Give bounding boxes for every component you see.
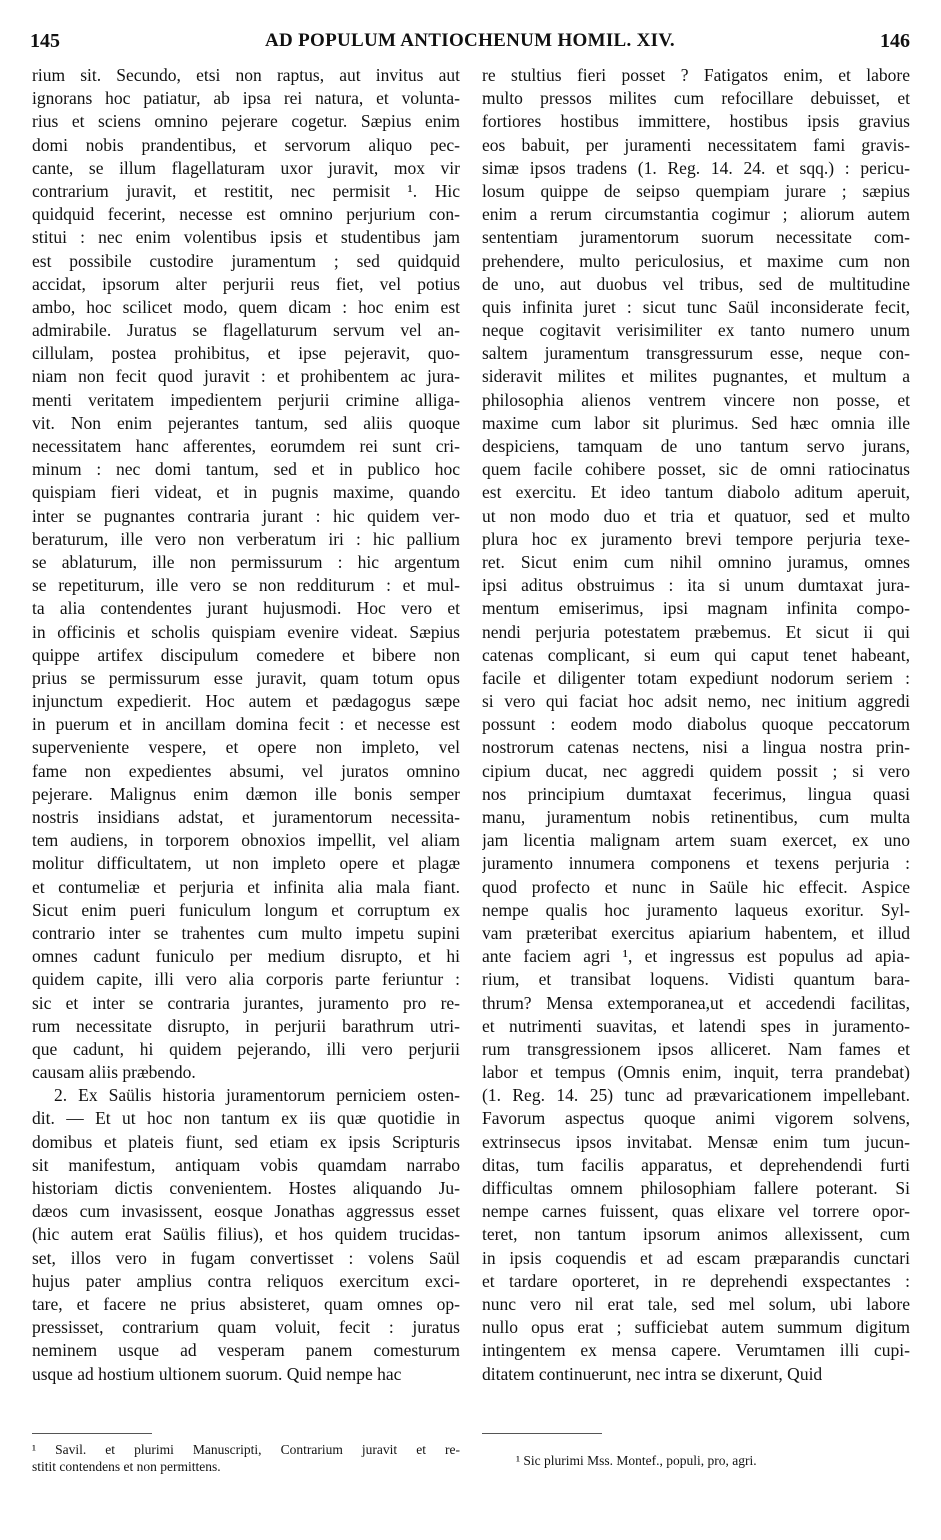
footnote-rule-right [482, 1433, 602, 1434]
text-line: quis infinita juret : sicut tunc Saül inconsiderate fecit, [482, 296, 910, 317]
footnote-left [32, 1441, 460, 1475]
text-line: domibus et plateis fiunt, sed etiam ex ipsis Scripturis [32, 1131, 460, 1152]
text-line: quidem capite, illi vero alia corporis parte feriuntur : [32, 969, 460, 990]
text-line: simæ ipsos tradens (1. Reg. 14. 24. et sqq.) : pericu- [482, 157, 910, 178]
text-line: causam aliis præbendo. [32, 1062, 196, 1083]
text-line: ditas, tum facilis apparatus, et deprehendendi furti [482, 1154, 910, 1175]
text-line: cillulam, postea prohibitus, et ipse pejeravit, quo- [32, 343, 460, 364]
text-line: intingentem ex mensa capere. Verumtamen illi cupi- [482, 1340, 910, 1361]
text-line: 2. Ex Saülis historia juramentorum perniciem osten- [54, 1085, 460, 1106]
text-line: cipium ducat, nec aggredi quidem possit ; si vero [482, 760, 910, 781]
text-line: possunt : eodem modo diabolus quoque peccatorum [482, 714, 910, 735]
text-line: vam præteribat exercitus apiarium habentem, et illud [482, 922, 910, 943]
text-line: omnes cadunt funiculo per medium disrupto, et hi [32, 946, 460, 967]
text-line: maxime cum labor sit plurimus. Sed hæc omnia ille [482, 412, 910, 433]
text-line: necessitatem hanc afferentes, eorumdem rei sunt cri- [32, 436, 460, 456]
text-line: difficultas omnem philosophiam fallere poterant. Si [482, 1178, 910, 1198]
text-line: pejerare. Malignus enim dæmon ille bonis semper [32, 783, 460, 804]
text-line: quod profecto et nunc in Saüle hic effecit. Aspice [482, 876, 910, 897]
text-line: teret, non tantum ipsorum animos allexissent, cum [482, 1224, 910, 1245]
text-line: tare, et facere ne prius absisteret, quam omnes op- [32, 1293, 460, 1314]
text-line: plura hoc ex juramento brevi tempore perjuria texe- [482, 528, 910, 549]
text-line: set, illos vero in fugam convertisset : volens Saül [32, 1247, 460, 1268]
footnote-line: stitit contendens et non permittens. [32, 1459, 221, 1474]
text-line: sententiam juramentorum suorum necessitate com- [482, 227, 910, 248]
text-line: historiam dictis convenientem. Hostes aliquando Ju- [32, 1178, 460, 1198]
text-line: dit. — Et ut hoc non tantum ex iis quæ quotidie in [32, 1108, 460, 1129]
text-line: accidat, ipsorum alter perjurii reus fiet, vel potius [32, 273, 460, 294]
text-line: nostrorum catenas nectens, nisi a lingua nostra prin- [482, 737, 910, 758]
text-line: losum quippe de seipso quempiam jurare ; sæpius [482, 180, 910, 201]
text-line: Favorum aspectus quoque animi vigorem solvens, [482, 1108, 910, 1129]
text-line: in ipsis coquendis et ad escam præparandis cunctari [482, 1247, 910, 1268]
text-line: neque cogitavit verisimiliter ex tanto numero unum [482, 320, 910, 341]
text-line: (1. Reg. 14. 25) tunc ad prævaricationem impellebant. [482, 1085, 910, 1106]
text-line: multo pressos milites cum refocillare debuisset, et [482, 88, 910, 109]
text-line: juramento innumera componens et texens perjuria : [482, 853, 910, 874]
text-line: stitui : nec enim volentibus ipsis et studentibus jam [32, 227, 460, 248]
footnote-rule-left [32, 1433, 152, 1434]
text-line: est exercitu. Et ideo tantum diabolo aditum aperuit, [482, 482, 910, 503]
text-line: se repetiturum, ille vero se non redditurum : et mul- [32, 575, 460, 596]
text-line: in puerum et in ancillam domina fecit : et necesse est [32, 714, 460, 735]
text-line: extrinsecus ipsos invitabat. Mensæ enim tum jucun- [482, 1131, 910, 1152]
text-line: usque ad hostium ultionem suorum. Quid nempe hac [32, 1363, 402, 1384]
text-line: injunctum expedierit. Hoc autem et pædagogus sæpe [32, 691, 460, 712]
text-line: ta alia contendentes jurant hujusmodi. Hoc vero et [32, 598, 460, 619]
text-line: rius et sciens omnino pejerare cogetur. Sæpius enim [32, 111, 460, 132]
page-number-left: 145 [30, 30, 60, 52]
text-line: et tardare oporteret, in re deprehendi exspectantes : [482, 1270, 910, 1291]
text-line: quem facile cohibere posset, sic de omni ratiocinatus [482, 459, 910, 480]
text-line: quispiam fieri videat, et in pugnis maxime, quando [32, 482, 460, 503]
text-line: ret. Sicut enim cum nihil omnino juramus, omnes [482, 551, 910, 572]
text-line: fortiores hostibus immittere, hostibus ipsis gravius [482, 111, 910, 132]
text-line: rium, et transibat loquens. Vidisti quantum bara- [482, 969, 910, 990]
text-line: ignorans hoc patiatur, ab ipsa rei natura, et volunta- [32, 88, 460, 109]
text-line: despiciens, tamquam de uno tantum servo jurans, [482, 436, 910, 456]
running-title: AD POPULUM ANTIOCHENUM HOMIL. XIV. [265, 30, 675, 51]
text-line: quidquid fecerint, necesse est omnino perjurium con- [32, 204, 460, 225]
text-line: niam non fecit quod juravit : et prohibentem ac jura- [32, 366, 460, 387]
text-line: saltem juramentum transgressurum esse, neque con- [482, 343, 910, 364]
text-line: in officinis et scholis quispiam evenire videat. Sæpius [32, 621, 460, 642]
text-line: beraturum, ille vero non verberatum iri : hic pallium [32, 528, 460, 549]
text-line: labor et tempus (Omnis enim, inquit, terra prandebat) [482, 1062, 910, 1083]
text-line: inter se pugnantes contraria jurant : hic quidem ver- [32, 505, 460, 526]
text-line: re stultius fieri posset ? Fatigatos enim, et labore [482, 65, 910, 85]
text-line: contrarium juravit, et restitit, nec permisit ¹. Hic [32, 180, 460, 201]
text-line: enim a rerum circumstantia cogimur ; aliorum autem [482, 204, 910, 225]
text-line: jam licentia malignam artem suam exercet, ex uno [482, 830, 910, 851]
text-line: neminem usque ad vesperam panem comesturum [32, 1340, 460, 1361]
text-line: cante, se illum flagellaturam uxor juravit, mox vir [32, 157, 460, 178]
text-line: thrum? Mensa extemporanea,ut et accedendi facilitas, [482, 992, 910, 1013]
text-line: ambo, hoc scilicet modo, quem dicam : hoc enim est [32, 296, 460, 317]
text-line: nempe carnes fuissent, quas elixare vel torrere opor- [482, 1201, 910, 1222]
text-line: (hic autem erat Saülis filius), et hos quidem trucidas- [32, 1224, 460, 1245]
text-line: menti veritatem impedientem perjurii crimine alliga- [32, 389, 460, 410]
text-line: nendi perjuria potestatem præbemus. Et sicut ii qui [482, 621, 910, 642]
text-line: manu, juramentum nobis retinentibus, cum multa [482, 807, 910, 827]
text-line: de uno, aut duobus vel tribus, sed de multitudine [482, 273, 910, 294]
text-line: et contumeliæ et perjuria et infinita alia mala fiant. [32, 876, 460, 897]
text-line: catenas complicant, si eum qui caput tenet habeant, [482, 644, 910, 665]
text-line: est possibile custodire juramentum ; sed quidquid [32, 250, 460, 271]
text-line: fame non expedientes absumi, vel juratos omnino [32, 760, 460, 781]
text-line: quippe artifex discipulum comedere et bibere non [32, 644, 460, 665]
text-line: se ablaturum, ille non permissurum : hic argentum [32, 551, 460, 572]
text-line: tem audiens, in torporem obnoxios impellit, vel aliam [32, 830, 460, 851]
text-line: contrario inter se trahentes cum multo impetu supini [32, 922, 460, 943]
text-line: superveniente vespere, et opere non impleto, vel [32, 737, 460, 758]
right-column [482, 64, 910, 1386]
footnote-right [516, 1452, 916, 1469]
left-column [32, 64, 460, 1386]
text-line: ipsi aditus obstruimus : ita si unum dumtaxat jura- [482, 575, 910, 596]
text-line: molitur difficultatem, ut non impleto opere et plagæ [32, 853, 460, 874]
text-line: hujus pater amplius contra reliquos exercitum exci- [32, 1270, 460, 1291]
text-line: rium sit. Secundo, etsi non raptus, aut invitus aut [32, 65, 460, 85]
text-line: mentum emiserimus, ipsi magnam infinita compo- [482, 598, 910, 619]
text-line: sit manifestum, antiquam vobis quamdam narrabo [32, 1154, 460, 1175]
text-line: vit. Non enim pejerantes tantum, sed aliis quoque [32, 412, 460, 433]
text-line: nostris insidians adstat, et juramentorum necessita- [32, 807, 460, 827]
footnote-line: ¹ Savil. et plurimi Manuscripti, Contrarium juravit et re- [32, 1442, 460, 1457]
text-line: prehendere, multo periculosius, et maxime cum non [482, 250, 910, 271]
footnote-line: ¹ Sic plurimi Mss. Montef., populi, pro, agri. [516, 1453, 757, 1468]
text-line: si vero qui faciat hoc adsit nemo, nec initium aggredi [482, 691, 910, 712]
text-line: et nutrimenti suavitas, et latendi spes in juramento- [482, 1015, 910, 1036]
text-line: admirabile. Juratus se flagellaturum servum vel an- [32, 320, 460, 341]
text-line: pressisset, contrarium quam voluit, fecit : juratus [32, 1317, 460, 1338]
text-line: philosophia alienos ventrem vincere non posse, et [482, 389, 910, 410]
text-line: minum : nec domi tantum, sed et in publico hoc [32, 459, 460, 480]
text-line: que cadunt, hi quidem pejerando, illi vero perjurii [32, 1038, 460, 1059]
text-line: Sicut enim pueri funiculum longum et corruptum ex [32, 899, 460, 920]
text-line: nullo opus erat ; sufficiebat autem summum digitum [482, 1317, 910, 1338]
text-line: ut non modo duo et tria et quatuor, sed et multo [482, 505, 910, 526]
text-line: nos principium dumtaxat fecerimus, lingua quasi [482, 783, 910, 804]
text-line: domi nobis prandentibus, et servorum aliquo pec- [32, 134, 460, 155]
text-line: ante faciem agri ¹, et ingressus est populus ad apia- [482, 946, 910, 967]
page-number-right: 146 [880, 30, 910, 52]
text-line: ditatem continuerunt, nec intra se dixerunt, Quid [482, 1363, 823, 1384]
text-line: rum transgressionem ipsos alliceret. Nam fames et [482, 1038, 910, 1059]
text-line: facile et diligenter totam expediunt nodorum seriem : [482, 667, 910, 688]
text-line: nunc vero nil erat tale, sed mel solum, ubi labore [482, 1293, 910, 1314]
text-line: eos babuit, per juramenti necessitatem fami gravis- [482, 134, 910, 155]
text-line: rum necessitate disrupto, in perjurii barathrum utri- [32, 1015, 460, 1036]
text-line: prius se permissurum esse juravit, quam totum opus [32, 667, 460, 688]
text-line: dæos cum invasissent, eosque Jonathas aggressus esset [32, 1201, 460, 1222]
text-line: nempe qualis hoc juramento laqueus exoritur. Syl- [482, 899, 910, 920]
text-line: sideravit milites et milites pugnantes, et multum a [482, 366, 910, 387]
text-line: sic et inter se contraria jurantes, juramento pro re- [32, 992, 460, 1013]
page-header [30, 30, 910, 60]
